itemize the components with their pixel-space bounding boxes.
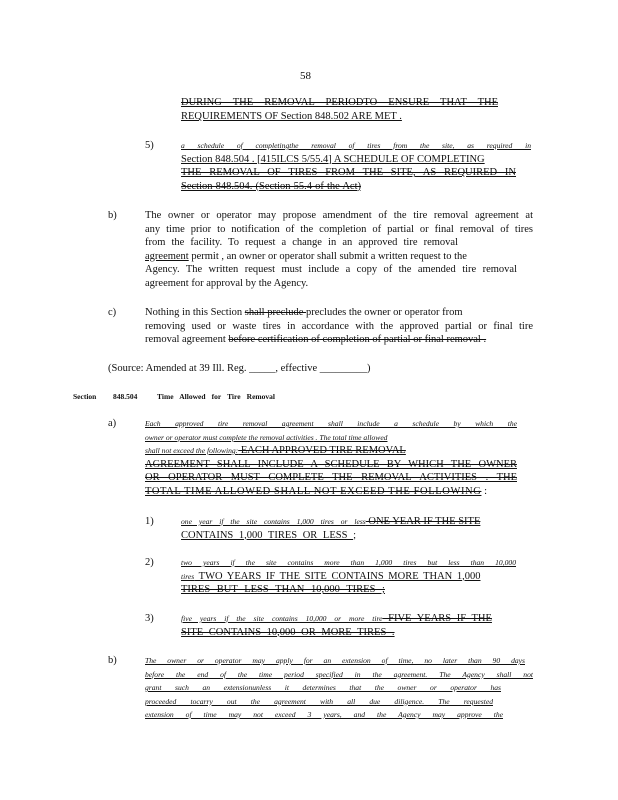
section-title-text: Time Allowed for Tire Removal [157, 392, 275, 401]
sec-b-label: b) [108, 655, 117, 666]
sub-2-line-2b: TWO YEARS IF THE SITE CONTAINS MORE THAN 1,000 [194, 570, 481, 582]
sub-3-label: 3) [145, 613, 154, 624]
item-5-line-2b: A SCHEDULE OF COMPLETING [331, 153, 485, 165]
para-b-line-6: agreement for approval by the Agency. [145, 277, 309, 289]
item-5-line-3: THE REMOVAL OF TIRES FROM THE SITE, AS REQUIRED IN [181, 167, 516, 178]
para-c-line-1a: Nothing in this Section [145, 307, 245, 318]
continuation-block [181, 96, 498, 110]
sec-a-line-2a: owner or operator must complete the removal activities [145, 432, 314, 442]
sub-3-body [181, 612, 531, 639]
para-c-line-2: removing used or waste tires in accordance with the approved partial or final tire [145, 320, 533, 332]
para-b-line-4a: agreement [145, 250, 189, 262]
para-c-line-1b: shall preclude [244, 307, 306, 318]
section-label: Section [73, 392, 97, 401]
sub-2-line-3: TIRES BUT LESS THAN 10,000 TIRES ; [181, 584, 385, 595]
sub-2-line-2a: tires [181, 571, 195, 581]
page-number: 58 [300, 70, 311, 82]
para-c-line-3b: before certification of completion of partial or final removal . [228, 334, 487, 345]
sub-2-body [181, 556, 516, 597]
sec-b-line-3: grant such an extensionunless it determines that the owner or operator has [145, 683, 501, 692]
sec-b-body [145, 654, 533, 722]
para-b-line-1: The owner or operator may propose amendment of the tire removal agreement at [145, 210, 533, 221]
sub-1-line-2: CONTAINS 1,000 TIRES OR LESS ; [181, 529, 356, 541]
sec-a-line-4: AGREEMENT SHALL INCLUDE A SCHEDULE BY WHICH THE OWNER [145, 458, 517, 470]
sub-2-label: 2) [145, 557, 154, 568]
para-c-body [145, 306, 533, 347]
para-c-line-3a: removal agreement [145, 334, 229, 345]
sec-b-line-5: extension of time may not exceed 3 years, and the Agency may approve the [145, 710, 503, 719]
para-b-line-3: from the facility. To request a change in an approved tire removal [145, 237, 458, 248]
para-b-line-2: any time prior to notification of the completion of partial or final removal of tires [145, 223, 533, 235]
sec-a-line-6b: : [481, 485, 487, 497]
sec-a-line-3b: EACH APPROVED TIRE REMOVAL [238, 445, 406, 456]
item-5-line-4: Section 848.504. (Section 55.4 of the Act) [181, 180, 361, 192]
sub-1-line-1b: ONE YEAR IF THE SITE [365, 516, 481, 527]
sec-a-line-6a: TOTAL TIME ALLOWED SHALL NOT EXCEED THE FOLLOWING [145, 485, 482, 497]
para-c-label: c) [108, 307, 117, 318]
continuation-line-1: DURING THE REMOVAL PERIODTO ENSURE THAT THE [181, 97, 498, 108]
item-5-line-1: a schedule of completingthe removal of tires from the site, as required in [181, 141, 531, 150]
sec-a-line-2b: . The total time allowed [313, 432, 388, 442]
sec-a-line-5: OR OPERATOR MUST COMPLETE THE REMOVAL ACTIVITIES . THE [145, 472, 517, 483]
sub-3-line-1b: FIVE YEARS IF THE [382, 613, 492, 624]
sub-3-line-2: SITE CONTAINS 10,000 OR MORE TIRES . [181, 626, 395, 638]
sec-a-line-3a: shall not exceed the following: [145, 446, 239, 455]
sec-b-line-4: proceeded tocarry out the agreement with all due diligence. The requested [145, 696, 493, 706]
source-note: (Source: Amended at 39 Ill. Reg. _____, effective _________) [108, 363, 371, 374]
para-b-body [145, 209, 533, 290]
sub-1-label: 1) [145, 516, 154, 527]
para-b-line-4b: permit , an owner or operator shall submit a written request to the [188, 250, 467, 262]
sub-2-line-1: two years if the site contains more than 1,000 tires but less than 10,000 [181, 558, 516, 567]
sec-a-label: a) [108, 418, 117, 429]
sub-1-body [181, 515, 531, 542]
item-5-body [181, 139, 531, 193]
sub-3-line-1a: five years if the site contains 10,000 or more tire [181, 614, 383, 623]
item-5-label: 5) [145, 140, 154, 151]
para-b-line-5: Agency. The written request must include a copy of the amended tire removal [145, 264, 517, 275]
section-title [157, 392, 275, 401]
sub-1-line-1a: one year if the site contains 1,000 tires or less [181, 517, 366, 526]
para-b-label: b) [108, 210, 117, 221]
continuation-line-2: REQUIREMENTS OF Section 848.502 ARE MET . [181, 111, 402, 122]
para-c-line-1c: precludes the owner or operator from [305, 307, 463, 318]
section-number: 848.504 [113, 392, 138, 401]
sec-a-line-1: Each approved tire removal agreement shall include a schedule by which the [145, 419, 517, 428]
sec-b-line-2: before the end of the time period specified in the agreement. The Agency shall not [145, 669, 533, 679]
sec-a-body [145, 417, 517, 498]
sec-b-line-1: The owner or operator may apply for an extension of time, no later than 90 days [145, 656, 525, 665]
item-5-line-2a: Section 848.504 . [415ILCS 5/55.4] [181, 153, 332, 165]
